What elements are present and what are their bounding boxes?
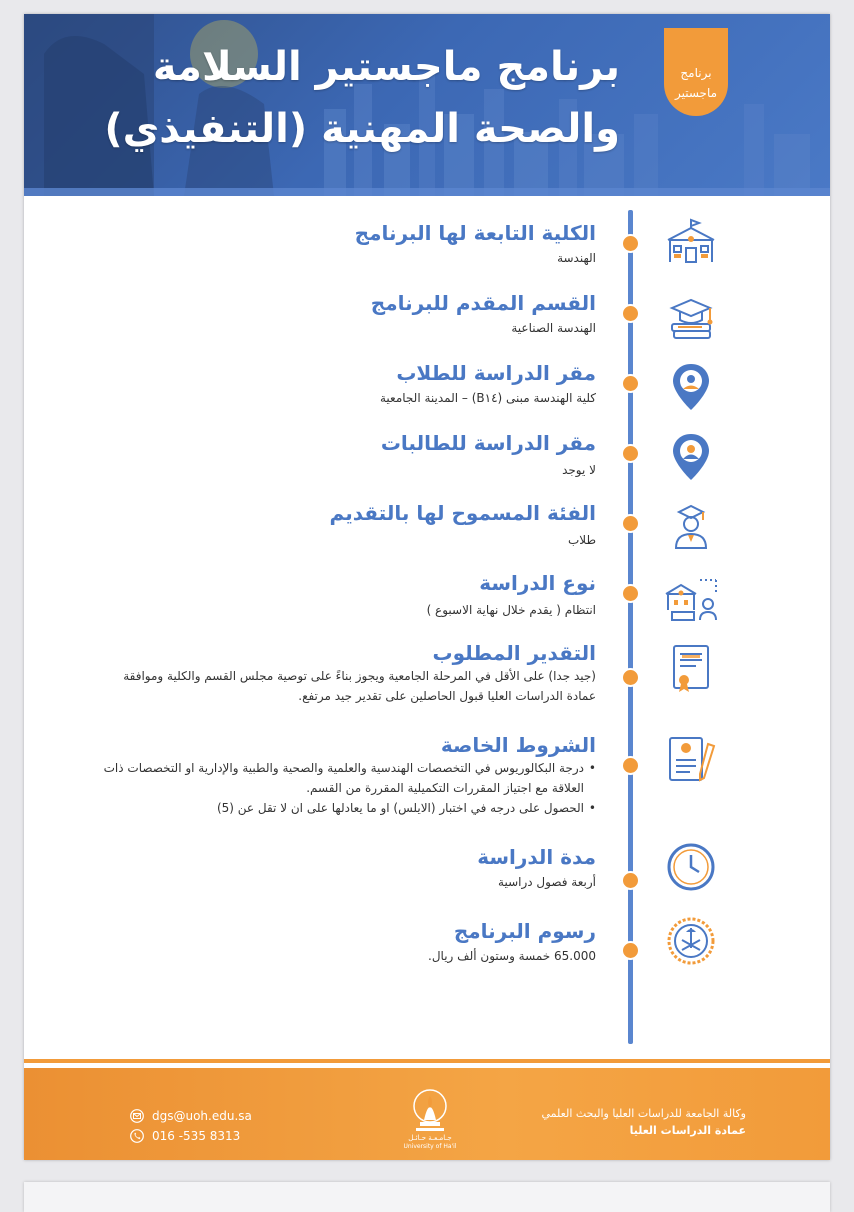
timeline-dot [621,444,640,463]
poster-header [24,14,830,196]
item-title-required-grade: التقدير المطلوب [432,641,596,665]
next-page-card [24,1182,830,1212]
university-logo-english: University of Ha'il [403,1143,457,1150]
email-address[interactable]: dgs@uoh.edu.sa [152,1109,252,1123]
timeline-line [628,210,633,1044]
footer-contact-block [130,1106,252,1146]
timeline-dot [621,668,640,687]
item-text-eligible: طلاب [567,533,596,547]
university-logo-arabic: جـامـعـة حـائـل [408,1134,452,1142]
item-title-study-type: نوع الدراسة [479,571,596,595]
program-type-badge [664,28,728,116]
graduate-student-icon [664,500,718,554]
email-icon [130,1109,144,1123]
timeline-dot [621,871,640,890]
phone-icon [130,1129,144,1143]
item-text-duration: أربعة فصول دراسية [498,875,596,889]
item-title-female-location: مقر الدراسة للطالبات [380,431,596,455]
item-title-duration: مدة الدراسة [477,845,596,869]
item-title-special-conditions: الشروط الخاصة [440,733,596,757]
item-title-male-location: مقر الدراسة للطلاب [396,361,596,385]
item-title-college: الكلية التابعة لها البرنامج [354,221,596,245]
timeline-dot [621,514,640,533]
conditions-list [96,758,596,818]
graduation-books-icon [664,290,718,344]
agency-name: وكالة الجامعة للدراسات العليا والبحث العلمي [541,1107,746,1120]
phone-line [130,1126,252,1146]
item-title-department: القسم المقدم للبرنامج [370,291,596,315]
page-title-line-1: برنامج ماجستير السلامة [152,44,620,90]
poster-footer [24,1068,830,1160]
location-pin-female-icon [664,430,718,484]
footer-agency-block [542,1105,747,1139]
item-text-required-grade: (جيد جدا) على الأقل في المرحلة الجامعية ويجوز بناءً على توصية مجلس القسم والكلية وموافقة عمادة الدراسات العليا قبول الحاصلين على تقدير جيد مرتفع. [123,669,596,703]
saudi-emblem-coin-icon [664,914,718,968]
list-item: • الحصول على درجه في اختبار (الايلس) او ما يعادلها على ان لا تقل عن (5) [96,798,596,818]
document-pen-icon [664,732,718,786]
timeline-dot [621,234,640,253]
timeline-dot [621,304,640,323]
email-line [130,1106,252,1126]
item-text-male-location: كلية الهندسة مبنى (B١٤) – المدينة الجامعية [379,391,596,405]
list-item: • درجة البكالوريوس في التخصصات الهندسية والعلمية والصحية والطبية والإدارية او التخصصات ذات العلاقة مع اجتياز المقررات التكميلية المقررة من القسم. [96,758,596,798]
item-title-fees: رسوم البرنامج [453,919,596,943]
school-building-icon [664,214,718,268]
item-text-department: الهندسة الصناعية [511,321,596,335]
header-bottom-stripe [24,188,830,196]
timeline-dot [621,941,640,960]
item-text-special-conditions [96,758,596,818]
badge-line-2: ماجستير [674,86,718,100]
certificate-icon [664,640,718,694]
timeline-dot [621,756,640,775]
clock-icon [664,840,718,894]
footer-divider [24,1059,830,1063]
item-title-eligible: الفئة المسموح لها بالتقديم [329,501,596,525]
timeline-dot [621,374,640,393]
item-text-college: الهندسة [557,251,596,265]
timeline-dot [621,584,640,603]
phone-number[interactable]: 016 -535 8313 [152,1129,241,1143]
page-title-line-2: والصحة المهنية (التنفيذي) [104,106,620,152]
item-text-study-type: انتظام ( يقدم خلال نهاية الاسبوع ) [426,603,596,617]
location-pin-male-icon [664,360,718,414]
item-text-female-location: لا يوجد [562,463,596,477]
badge-line-1: برنامج [680,66,712,80]
item-text-fees: 65.000 خمسة وستون ألف ريال. [428,949,596,963]
deanship-name: عمادة الدراسات العليا [629,1124,746,1137]
campus-attendance-icon [664,570,718,624]
program-poster [24,14,830,1160]
